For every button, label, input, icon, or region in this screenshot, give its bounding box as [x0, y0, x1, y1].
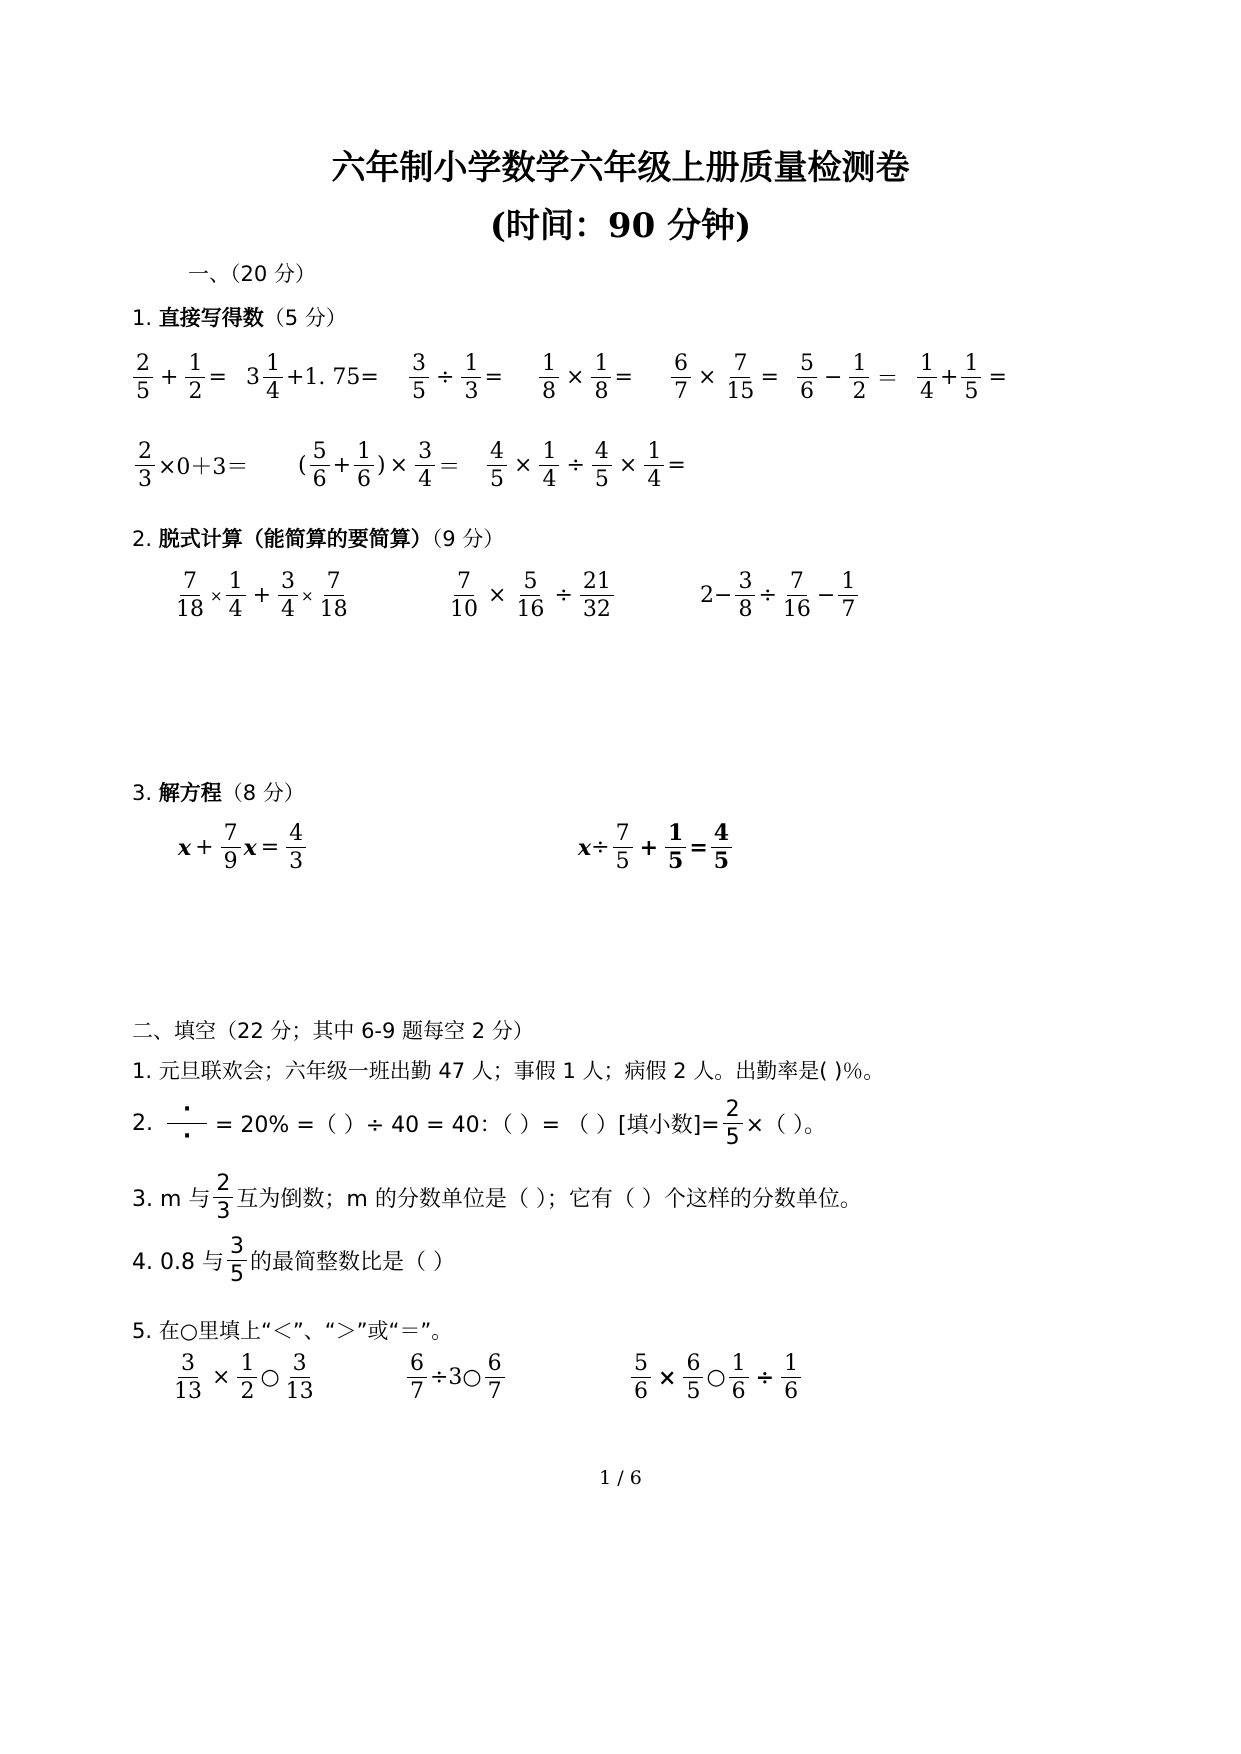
- q1-expr-6: $\frac{5}{6}$ − $\frac{1}{2}$ ＝: [794, 352, 902, 403]
- q1-expr-3: $\frac{3}{5}$ ÷ $\frac{1}{3}$ =: [406, 352, 503, 403]
- compare-expr-3: $\frac{5}{6}$ × $\frac{6}{5}$ ○ $\frac{1}{6}$ ÷ $\frac{1}{6}$: [628, 1352, 804, 1403]
- q3-equation-2: x ÷ $\frac{7}{5}$ + $\frac{1}{5}$ = $\frac{4}{5}$: [578, 822, 735, 873]
- q1-heading: 1. 直接写得数（5 分）: [132, 306, 347, 330]
- q3-equation-1: x + $\frac{7}{9}$ x = $\frac{4}{3}$: [178, 822, 309, 873]
- page-subtitle: (时间：90 分钟): [489, 206, 752, 246]
- q2-heading: 2. 脱式计算（能简算的要简算）（9 分）: [132, 527, 505, 551]
- fill-q3: 3. m 与 $\frac{2}{3}$ 互为倒数；m 的分数单位是（ ）；它有（ ）个这样的分数单位。: [132, 1171, 862, 1225]
- fill-q4: 4. 0.8 与 $\frac{3}{5}$ 的最简整数比是（ ）: [132, 1234, 455, 1288]
- fraction-blank: · ·: [167, 1099, 207, 1148]
- fill-q2: 2. · · = 20% =（ ）÷ 40 = 40：（ ）= （ ）[填小数]= $\frac{2}{5}$ ×（ ）。: [132, 1097, 827, 1151]
- compare-expr-1: $\frac{3}{13}$ × $\frac{1}{2}$ ○ $\frac{3}{13}$: [174, 1351, 314, 1405]
- q2-expr-3: 2− $\frac{3}{8}$ ÷ $\frac{7}{16}$ − $\frac{1}{7}$: [700, 570, 861, 621]
- fill-q1: 1. 元旦联欢会；六年级一班出勤 47 人；事假 1 人；病假 2 人。出勤率是( )％。: [132, 1059, 885, 1083]
- section1-heading: 一、（20 分）: [188, 262, 316, 286]
- q1-expr-5: $\frac{6}{7}$ × $\frac{7}{15}$ =: [668, 352, 779, 403]
- q1-expr-8: $\frac{2}{3}$ ×0＋3＝: [132, 440, 248, 491]
- q2-expr-2: $\frac{7}{10}$ × $\frac{5}{16}$ ÷ $\frac{21}{32}$: [444, 570, 617, 621]
- section2-heading: 二、填空（22 分；其中 6-9 题每空 2 分）: [132, 1019, 534, 1043]
- q1-expr-1: $\frac{2}{5}$ + $\frac{1}{2}$ =: [130, 352, 227, 403]
- q1-expr-2: 3 $\frac{1}{4}$ +1. 75=: [246, 351, 379, 405]
- q1-expr-9: ( $\frac{5}{6}$ + $\frac{1}{6}$ ) × $\frac{3}{4}$ ＝: [298, 439, 461, 493]
- q3-heading: 3. 解方程（8 分）: [132, 781, 305, 805]
- compare-expr-2: $\frac{6}{7}$ ÷3○ $\frac{6}{7}$: [404, 1352, 508, 1403]
- page-number: 1 / 6: [599, 1467, 642, 1489]
- fill-q5: 5. 在○里填上“＜”、“＞”或“＝”。: [132, 1319, 453, 1343]
- q2-expr-1: $\frac{7}{18}$ × $\frac{1}{4}$ + $\frac{3}{4}$ × $\frac{7}{18}$: [176, 569, 348, 623]
- page-title: 六年制小学数学六年级上册质量检测卷: [331, 148, 910, 188]
- q1-expr-7: $\frac{1}{4}$ + $\frac{1}{5}$ =: [914, 352, 1011, 403]
- q1-expr-10: $\frac{4}{5}$ × $\frac{1}{4}$ ÷ $\frac{4}{5}$ × $\frac{1}{4}$ =: [484, 440, 686, 491]
- q1-expr-4: $\frac{1}{8}$ × $\frac{1}{8}$ =: [536, 352, 633, 403]
